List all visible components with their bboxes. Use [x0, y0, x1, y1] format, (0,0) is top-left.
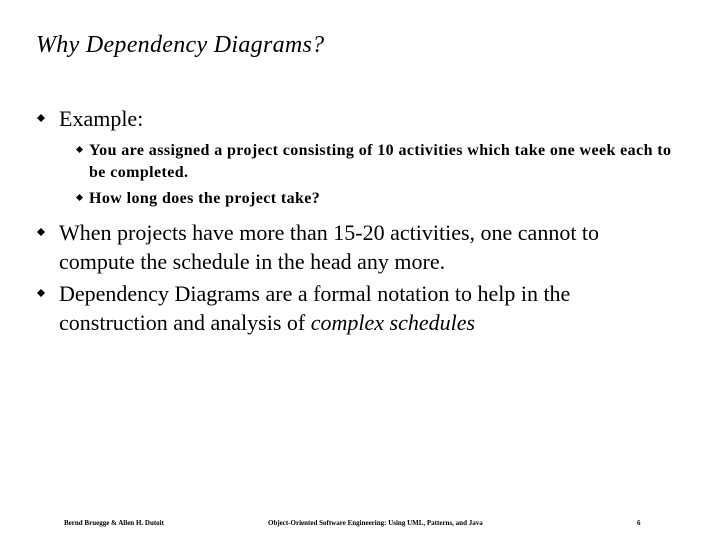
footer-authors: Bernd Bruegge & Allen H. Dutoit [64, 519, 164, 527]
footer-book-title: Object-Oriented Software Engineering: Using UML, Patterns, and Java [268, 519, 483, 527]
bullet-dependency-diagrams [37, 279, 677, 337]
footer-page-number: 6 [637, 519, 641, 527]
diamond-bullet-icon [37, 114, 45, 122]
bullet-text-emphasis: complex schedules [310, 310, 476, 335]
bullet-text: When projects have more than 15-20 activities, one cannot to compute the schedule in the head any more. [59, 220, 600, 274]
sub-bullet-text: You are assigned a project consisting of 10 activities which take one week each to be completed. [89, 142, 672, 181]
slide-title: Why Dependency Diagrams? [36, 32, 325, 58]
sub-bullet-text: How long does the project take? [89, 190, 321, 207]
small-diamond-bullet-icon [76, 146, 83, 153]
sub-bullet-project-assignment [76, 140, 686, 184]
diamond-bullet-icon [37, 289, 45, 297]
bullet-text: Example: [59, 106, 144, 131]
bullet-text-plain: Dependency Diagrams are a formal notation to help in the construction and analysis of [59, 281, 571, 335]
sub-bullet-project-duration [76, 188, 686, 210]
bullet-many-activities [37, 218, 677, 276]
small-diamond-bullet-icon [76, 194, 83, 201]
bullet-example [37, 104, 677, 133]
bullet-text [59, 279, 677, 337]
diamond-bullet-icon [37, 228, 45, 236]
